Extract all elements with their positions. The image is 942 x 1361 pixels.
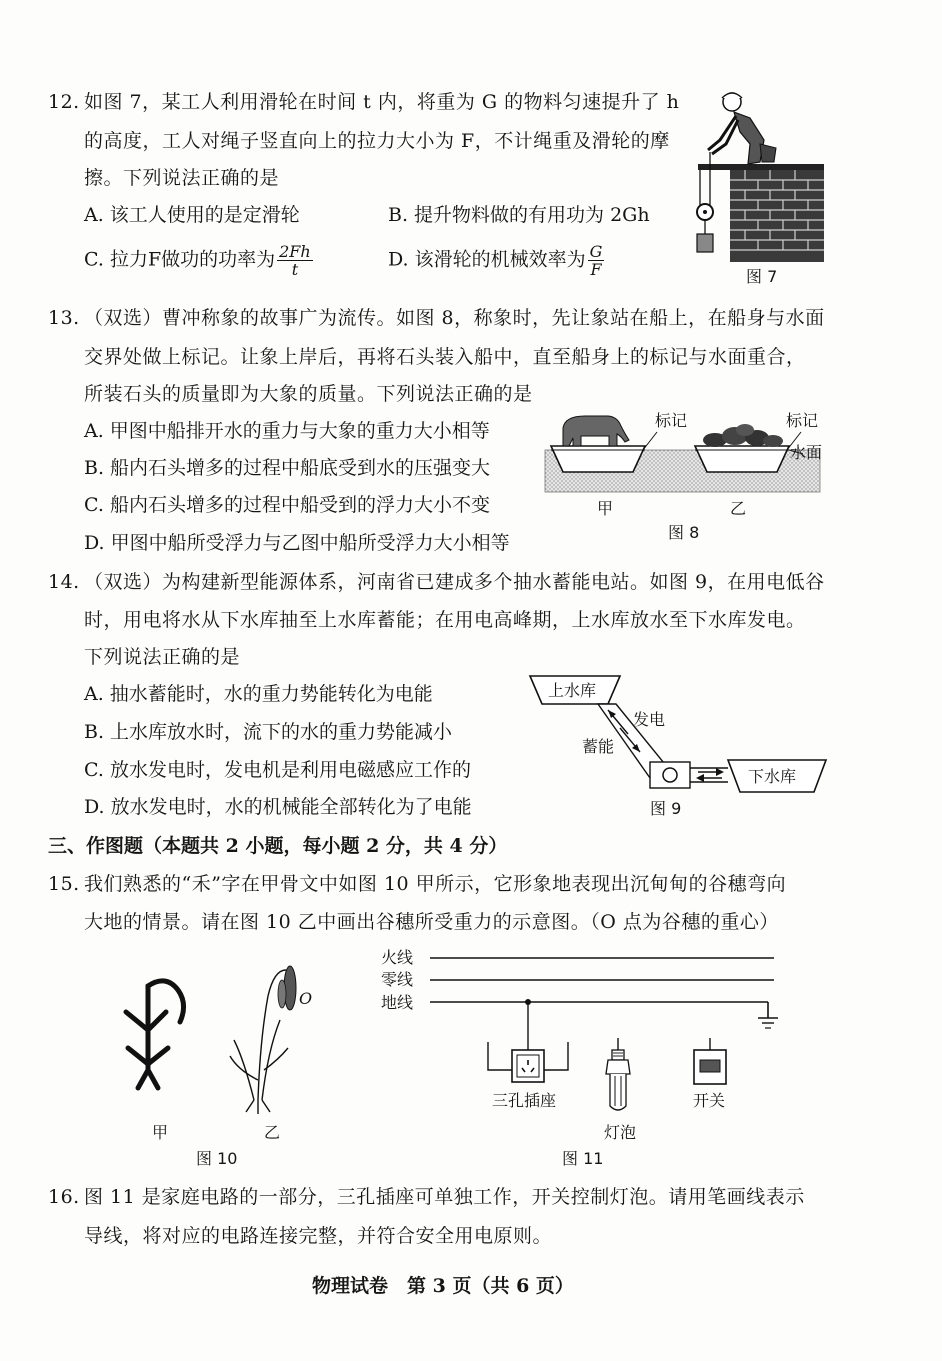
figure-11-switch-label: 开关 (693, 1091, 726, 1110)
figure-7-caption: 图 7 (746, 267, 778, 286)
q16-line-2: 导线，将对应的电路连接完整，并符合安全用电原则。 (84, 1225, 553, 1247)
q14-line-2: 时，用电将水从下水库抽至上水库蓄能；在用电高峰期，上水库放水至下水库发电。 (84, 609, 806, 631)
q13-option-d: D. 甲图中船所受浮力与乙图中船所受浮力大小相等 (84, 532, 510, 554)
q14-number: 14. (48, 571, 80, 593)
q12-line-2: 的高度，工人对绳子竖直向上的拉力大小为 F，不计绳重及滑轮的摩 (84, 130, 670, 152)
q12-option-d: D. 该滑轮的机械效率为 $\frac{G}{F}$ (388, 242, 603, 279)
figure-11-neutral-wire-label: 零线 (381, 970, 414, 989)
figure-8-right-label: 乙 (730, 499, 747, 518)
figure-9-store-label: 蓄能 (582, 737, 615, 756)
q14-line-3: 下列说法正确的是 (84, 646, 241, 668)
q13-number: 13. (48, 307, 80, 329)
q13-option-c: C. 船内石头增多的过程中船受到的浮力大小不变 (84, 494, 490, 516)
figure-7-worker-pulley (690, 88, 830, 268)
q15-line-1: 我们熟悉的“禾”字在甲骨文中如图 10 甲所示，它形象地表现出沉甸甸的谷穗弯向 (84, 873, 787, 895)
figure-11-caption: 图 11 (562, 1149, 604, 1168)
figure-11-ground-wire-label: 地线 (381, 993, 414, 1012)
q16-line-1: 图 11 是家庭电路的一部分，三孔插座可单独工作，开关控制灯泡。请用笔画线表示 (84, 1186, 805, 1208)
q12-option-c: C. 拉力F做功的功率为 $\frac{2Fh}{t}$ (84, 242, 311, 279)
q16-number: 16. (48, 1186, 80, 1208)
q12-option-c-fraction: $\frac{2Fh}{t}$ (279, 242, 311, 279)
figure-8-mark-right: 标记 (786, 411, 819, 430)
figure-11-socket-label: 三孔插座 (492, 1091, 557, 1110)
q14-option-c: C. 放水发电时，发电机是利用电磁感应工作的 (84, 759, 471, 781)
figure-9-caption: 图 9 (650, 799, 682, 818)
figure-10-left-label: 甲 (152, 1123, 169, 1142)
q13-option-b: B. 船内石头增多的过程中船底受到水的压强变大 (84, 457, 491, 479)
q13-line-3: 所装石头的质量即为大象的质量。下列说法正确的是 (84, 383, 533, 405)
figure-8-caption: 图 8 (668, 523, 700, 542)
figure-10-caption: 图 10 (196, 1149, 238, 1168)
page-footer: 物理试卷 第 3 页（共 6 页） (312, 1275, 574, 1297)
figure-8-left-label: 甲 (597, 499, 614, 518)
figure-10-point-o: O (299, 989, 313, 1008)
q12-option-b: B. 提升物料做的有用功为 2Gh (388, 204, 650, 226)
q14-line-1: （双选）为构建新型能源体系，河南省已建成多个抽水蓄能电站。如图 9，在用电低谷 (84, 571, 825, 593)
q13-line-2: 交界处做上标记。让象上岸后，再将石头装入船中，直至船身上的标记与水面重合， (84, 346, 806, 368)
figure-9-lower-reservoir: 下水库 (748, 767, 797, 786)
section-3-heading: 三、作图题（本题共 2 小题，每小题 2 分，共 4 分） (48, 835, 508, 857)
q14-option-b: B. 上水库放水时，流下的水的重力势能减小 (84, 721, 453, 743)
q15-line-2: 大地的情景。请在图 10 乙中画出谷穗所受重力的示意图。（O 点为谷穗的重心） (84, 911, 779, 933)
figure-10-grain-character (118, 960, 328, 1120)
q14-option-d: D. 放水发电时，水的机械能全部转化为了电能 (84, 796, 472, 818)
figure-9-generate-label: 发电 (633, 710, 666, 729)
q13-line-1: （双选）曹冲称象的故事广为流传。如图 8，称象时，先让象站在船上，在船身与水面 (84, 307, 825, 329)
q13-option-a: A. 甲图中船排开水的重力与大象的重力大小相等 (84, 420, 490, 442)
q14-option-a: A. 抽水蓄能时，水的重力势能转化为电能 (84, 683, 433, 705)
figure-11-live-wire-label: 火线 (381, 948, 414, 967)
q12-line-3: 擦。下列说法正确的是 (84, 167, 280, 189)
q12-number: 12. (48, 91, 80, 113)
figure-8-water-surface: 水面 (790, 443, 823, 462)
figure-9-upper-reservoir: 上水库 (548, 681, 597, 700)
q12-line-1: 如图 7，某工人利用滑轮在时间 t 内，将重为 G 的物料匀速提升了 h (84, 91, 680, 113)
q15-number: 15. (48, 873, 80, 895)
figure-10-right-label: 乙 (264, 1123, 281, 1142)
q12-option-a: A. 该工人使用的是定滑轮 (84, 204, 300, 226)
figure-11-bulb-label: 灯泡 (604, 1123, 637, 1142)
figure-8-mark-left: 标记 (655, 411, 688, 430)
q12-option-d-fraction: $\frac{G}{F}$ (589, 242, 603, 279)
figure-11-circuit (418, 950, 788, 1120)
